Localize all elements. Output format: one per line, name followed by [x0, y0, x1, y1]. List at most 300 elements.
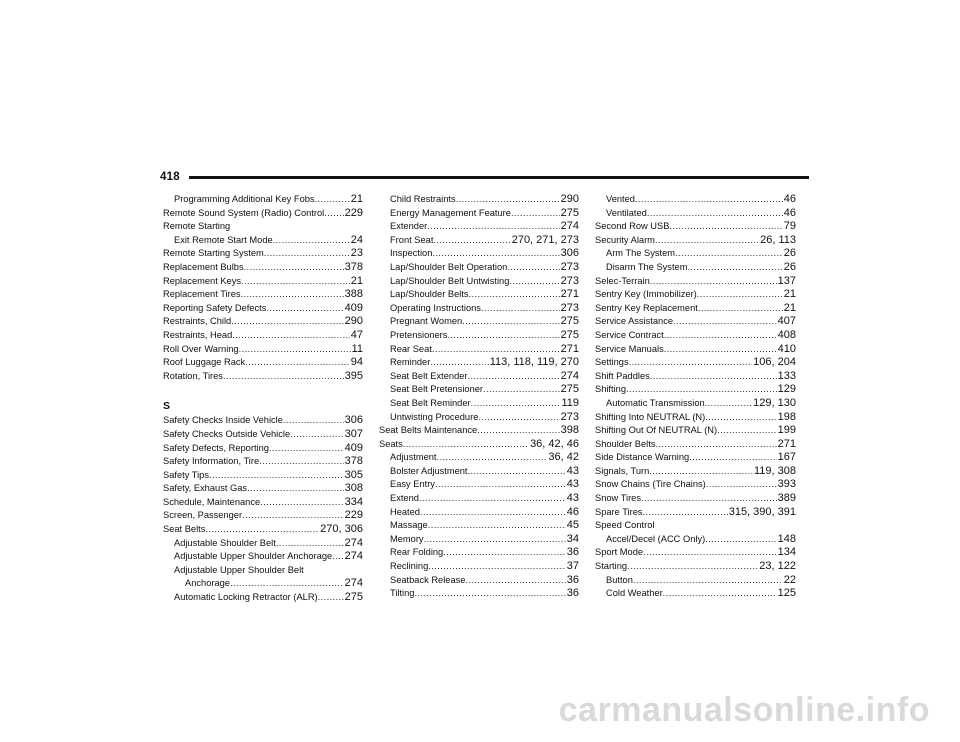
page-reference: 271 [560, 288, 579, 301]
index-entry [163, 414, 363, 428]
page-reference: 125 [777, 587, 796, 600]
index-entry [595, 207, 796, 221]
index-entry [595, 397, 796, 411]
index-heading: Adjustable Upper Shoulder Belt [174, 564, 304, 575]
index-entry [379, 574, 579, 588]
index-term: Lap/Shoulder Belt Operation [390, 261, 508, 272]
index-term: Programming Additional Key Fobs [174, 194, 315, 204]
dot-leader [239, 343, 351, 357]
dot-leader [437, 451, 548, 465]
page-reference: 275 [560, 383, 579, 396]
page-reference: 79 [783, 220, 796, 233]
index-term: Automatic Transmission [606, 397, 705, 408]
page-reference: 26 [783, 260, 796, 273]
index-term: Starting [595, 561, 628, 572]
index-entry [595, 275, 796, 289]
page-reference: 22 [783, 573, 796, 586]
page-reference: 36 [566, 587, 579, 600]
index-entry [595, 451, 796, 465]
index-term: Arm The System [606, 248, 676, 259]
page-reference: 36, 42, 46 [530, 437, 579, 450]
dot-leader [663, 587, 777, 601]
page-reference: 26, 113 [760, 233, 796, 246]
index-entry [163, 329, 363, 343]
index-entry [379, 234, 579, 248]
page-reference: 23, 122 [759, 560, 796, 573]
dot-leader [635, 193, 783, 207]
dot-leader [483, 383, 560, 397]
index-entry [379, 220, 579, 234]
page-reference: 106, 204 [753, 356, 796, 369]
index-entry [163, 591, 363, 605]
page-reference: 271 [560, 342, 579, 355]
page-reference: 388 [344, 288, 363, 301]
index-entry [379, 275, 579, 289]
index-entry [595, 220, 796, 234]
dot-leader [433, 234, 510, 248]
index-term: Sport Mode [595, 547, 644, 558]
index-entry [379, 533, 579, 547]
index-entry [379, 424, 579, 438]
dot-leader [705, 411, 776, 425]
dot-leader [643, 506, 728, 520]
page-reference: 308 [344, 482, 363, 495]
page-reference: 229 [344, 206, 363, 219]
page-reference: 275 [560, 206, 579, 219]
index-term: Service Assistance [595, 316, 674, 327]
index-entry [163, 455, 363, 469]
index-term: Seat Belts Maintenance [379, 425, 478, 436]
index-term: Safety, Exhaust Gas [163, 483, 248, 494]
dot-leader [647, 207, 783, 221]
page-reference: 273 [560, 260, 579, 273]
index-term: Second Row USB [595, 221, 670, 232]
index-entry [163, 302, 363, 316]
index-entry [163, 428, 363, 442]
index-entry [379, 247, 579, 261]
index-entry [595, 302, 796, 316]
dot-leader [687, 261, 782, 275]
dot-leader [403, 438, 529, 452]
page-reference: 46 [783, 206, 796, 219]
index-term: Shoulder Belts [595, 438, 656, 449]
page-reference: 378 [344, 455, 363, 468]
index-term: Settings [595, 357, 629, 368]
index-entry [595, 438, 796, 452]
index-entry [379, 261, 579, 275]
dot-leader [643, 546, 777, 560]
dot-leader [414, 587, 565, 601]
dot-leader [641, 492, 777, 506]
page-reference: 34 [566, 532, 579, 545]
dot-leader [481, 302, 560, 316]
index-entry [595, 478, 796, 492]
dot-leader [432, 247, 559, 261]
index-entry [379, 315, 579, 329]
index-entry [379, 451, 579, 465]
page-reference: 43 [566, 492, 579, 505]
index-term: Lap/Shoulder Belts [390, 289, 469, 300]
index-term: Reminder [390, 357, 431, 368]
dot-leader [435, 478, 566, 492]
dot-leader [673, 315, 777, 329]
index-entry [163, 442, 363, 456]
index-term: Inspection [390, 248, 433, 259]
page-reference: 21 [350, 193, 363, 205]
index-entry [379, 506, 579, 520]
index-term: Reclining [390, 561, 429, 572]
section-letter: S [163, 400, 171, 413]
index-entry [379, 383, 579, 397]
index-term: Signals, Turn [595, 465, 650, 476]
dot-leader [478, 411, 559, 425]
dot-leader [456, 193, 560, 207]
index-entry [163, 370, 363, 384]
index-entry [595, 506, 796, 520]
page-reference: 26 [783, 247, 796, 260]
index-entry [595, 261, 796, 275]
page-reference: 393 [777, 478, 796, 491]
index-entry [595, 370, 796, 384]
index-term: Roll Over Warning [163, 343, 239, 354]
dot-leader [705, 533, 776, 547]
index-term: Ventilated [606, 207, 647, 218]
dot-leader [260, 496, 343, 510]
page-number: 418 [160, 171, 180, 183]
page-reference: 46 [566, 505, 579, 518]
page-reference: 199 [777, 424, 796, 437]
index-term: Cold Weather [606, 588, 663, 599]
index-term: Screen, Passenger [163, 510, 243, 521]
dot-leader [245, 356, 350, 370]
dot-leader [465, 574, 565, 588]
index-entry [595, 424, 796, 438]
index-entry [595, 465, 796, 479]
index-entry [163, 288, 363, 302]
page-reference: 37 [566, 560, 579, 573]
page-reference: 270, 306 [320, 523, 363, 536]
index-term: Adjustment [390, 452, 437, 463]
dot-leader [244, 261, 344, 275]
index-entry [163, 261, 363, 275]
page-reference: 129, 130 [753, 396, 796, 409]
index-term: Accel/Decel (ACC Only) [606, 533, 706, 544]
index-term: Restraints, Child [163, 316, 232, 327]
index-term: Replacement Keys [163, 275, 242, 286]
index-term: Replacement Bulbs [163, 261, 244, 272]
index-term: Seats [379, 438, 403, 449]
index-term: Rear Folding [390, 547, 444, 558]
index-term: Child Restraints [390, 194, 456, 204]
index-entry [163, 577, 363, 591]
page-reference: 270, 271, 273 [511, 233, 579, 246]
dot-leader [468, 370, 560, 384]
index-term: Service Contract [595, 329, 664, 340]
dot-leader [675, 247, 783, 261]
dot-leader [315, 193, 350, 207]
page-reference: 389 [777, 492, 796, 505]
index-term: Lap/Shoulder Belt Untwisting [390, 275, 510, 286]
watermark-logo[interactable]: carmanualsonline.info [558, 691, 930, 729]
page-reference: 275 [560, 328, 579, 341]
dot-leader [462, 315, 559, 329]
index-entry [595, 356, 796, 370]
page-reference: 409 [344, 301, 363, 314]
index-entry [379, 519, 579, 533]
index-entry [379, 465, 579, 479]
index-term: Exit Remote Start Mode [174, 234, 273, 245]
index-term: Safety Defects, Reporting [163, 442, 269, 453]
index-entry [379, 370, 579, 384]
page-reference: 36 [566, 546, 579, 559]
dot-leader [427, 220, 559, 234]
dot-leader [629, 356, 753, 370]
dot-leader [705, 397, 752, 411]
page-reference: 119, 308 [753, 464, 796, 477]
page-reference: 21 [783, 288, 796, 301]
dot-leader [223, 370, 344, 384]
index-term: Replacement Tires [163, 289, 241, 300]
dot-leader [247, 482, 344, 496]
dot-leader [655, 234, 759, 248]
page-reference: 167 [777, 451, 796, 464]
index-term: Adjustable Shoulder Belt [174, 537, 276, 548]
page-reference: 274 [344, 577, 363, 590]
index-entry [379, 438, 579, 452]
page-reference: 274 [344, 550, 363, 563]
page-reference: 306 [344, 414, 363, 427]
index-heading: Speed Control [595, 520, 655, 531]
page-reference: 198 [777, 410, 796, 423]
index-entry [595, 587, 796, 601]
index-entry [595, 288, 796, 302]
index-entry [379, 478, 579, 492]
dot-leader [626, 383, 777, 397]
dot-leader [242, 509, 344, 523]
index-term: Remote Sound System (Radio) Control [163, 207, 325, 218]
page-reference: 94 [350, 356, 363, 369]
dot-leader [650, 370, 777, 384]
dot-leader [717, 424, 777, 438]
page-reference: 274 [560, 369, 579, 382]
page-reference: 315, 390, 391 [728, 505, 796, 518]
index-term: Schedule, Maintenance [163, 496, 261, 507]
dot-leader [633, 574, 783, 588]
index-entry [595, 343, 796, 357]
index-term: Easy Entry [390, 479, 435, 490]
page-reference: 137 [777, 274, 796, 287]
dot-leader [706, 478, 777, 492]
index-term: Heated [390, 506, 420, 517]
index-entry [163, 496, 363, 510]
page-reference: 274 [344, 536, 363, 549]
index-entry [379, 356, 579, 370]
index-entry [163, 247, 363, 261]
page-reference: 113, 118, 119, 270 [489, 356, 579, 369]
dot-leader [477, 424, 559, 438]
index-entry [595, 411, 796, 425]
page-reference: 275 [344, 591, 363, 604]
page-reference: 21 [350, 274, 363, 287]
dot-leader [205, 523, 319, 537]
index-entry [595, 247, 796, 261]
index-term: Tilting [390, 588, 415, 599]
page-reference: 47 [350, 328, 363, 341]
page-reference: 306 [560, 247, 579, 260]
dot-leader [230, 577, 344, 591]
dot-leader [649, 465, 753, 479]
index-term: Seat Belt Extender [390, 370, 468, 381]
page-reference: 148 [777, 532, 796, 545]
index-term: Security Alarm [595, 234, 655, 245]
index-term: Energy Management Feature [390, 207, 511, 218]
index-entry [163, 343, 363, 357]
index-term: Button [606, 574, 633, 585]
page-reference: 290 [344, 315, 363, 328]
dot-leader [428, 519, 566, 533]
dot-leader [650, 275, 777, 289]
page-reference: 334 [344, 495, 363, 508]
index-entry [595, 193, 796, 207]
index-entry [595, 234, 796, 248]
index-entry [163, 523, 363, 537]
index-term: Service Manuals [595, 343, 664, 354]
dot-leader [259, 455, 344, 469]
index-entry [379, 546, 579, 560]
index-term: Seat Belts [163, 524, 206, 535]
index-entry [595, 546, 796, 560]
index-term: Untwisting Procedure [390, 411, 479, 422]
dot-leader [276, 537, 344, 551]
page-reference: 305 [344, 468, 363, 481]
page-reference: 273 [560, 274, 579, 287]
index-entry [163, 234, 363, 248]
page-reference: 409 [344, 441, 363, 454]
page-reference: 273 [560, 410, 579, 423]
index-entry [163, 315, 363, 329]
index-entry [163, 509, 363, 523]
dot-leader [469, 288, 560, 302]
index-term: Shifting Out Of NEUTRAL (N) [595, 425, 718, 436]
index-term: Roof Luggage Rack [163, 357, 246, 368]
dot-leader [424, 533, 566, 547]
index-term: Snow Tires [595, 493, 641, 504]
index-entry [379, 193, 579, 207]
index-term: Sentry Key (Immobilizer) [595, 289, 697, 300]
index-term: Sentry Key Replacement [595, 302, 698, 313]
dot-leader [324, 207, 343, 221]
dot-leader [241, 288, 344, 302]
dot-leader [290, 428, 344, 442]
index-entry [163, 275, 363, 289]
dot-leader [627, 560, 758, 574]
dot-leader [232, 329, 350, 343]
index-term: Memory [390, 533, 424, 544]
index-term: Shift Paddles [595, 370, 650, 381]
page-reference: 46 [783, 193, 796, 205]
index-term: Reporting Safety Defects [163, 302, 267, 313]
index-entry [379, 492, 579, 506]
index-entry [595, 383, 796, 397]
index-term: Anchorage [185, 578, 230, 589]
index-term: Seatback Release [390, 574, 466, 585]
dot-leader [428, 560, 566, 574]
index-term: Restraints, Head [163, 329, 233, 340]
index-entry [595, 560, 796, 574]
index-term: Bolster Adjustment [390, 465, 468, 476]
index-entry [379, 329, 579, 343]
page-reference: 21 [783, 301, 796, 314]
dot-leader [419, 492, 566, 506]
index-term: Seat Belt Pretensioner [390, 384, 484, 395]
page-reference: 36 [566, 573, 579, 586]
dot-leader [689, 451, 776, 465]
index-entry [379, 560, 579, 574]
page-reference: 43 [566, 464, 579, 477]
index-term: Safety Tips [163, 469, 209, 480]
dot-leader [318, 591, 344, 605]
dot-leader [420, 506, 566, 520]
dot-leader [511, 207, 560, 221]
index-term: Selec-Terrain [595, 275, 650, 286]
index-entry [163, 537, 363, 551]
dot-leader [468, 465, 566, 479]
dot-leader [443, 546, 566, 560]
index-term: Seat Belt Reminder [390, 397, 471, 408]
dot-leader [283, 414, 344, 428]
index-entry [595, 574, 796, 588]
index-term: Vented [606, 194, 635, 204]
dot-leader [231, 315, 343, 329]
page-reference: 271 [777, 437, 796, 450]
page-reference: 129 [777, 383, 796, 396]
index-entry [379, 411, 579, 425]
index-term: Extend [390, 493, 419, 504]
dot-leader [432, 343, 560, 357]
dot-leader [447, 329, 559, 343]
index-entry [379, 587, 579, 601]
page-reference: 45 [566, 519, 579, 532]
index-entry [379, 397, 579, 411]
page-reference: 36, 42 [548, 451, 579, 464]
dot-leader [697, 288, 783, 302]
index-entry [379, 288, 579, 302]
index-term: Shifting [595, 384, 627, 395]
index-term: Rear Seat [390, 343, 432, 354]
dot-leader [471, 397, 561, 411]
page-reference: 398 [560, 424, 579, 437]
page-reference: 23 [350, 247, 363, 260]
index-entry [595, 533, 796, 547]
header-rule [189, 176, 809, 179]
index-entry [163, 356, 363, 370]
page-reference: 133 [777, 369, 796, 382]
dot-leader [266, 302, 343, 316]
index-entry [163, 469, 363, 483]
index-term: Side Distance Warning [595, 452, 690, 463]
dot-leader [664, 343, 777, 357]
page-reference: 11 [351, 342, 363, 355]
index-term: Extender [390, 221, 428, 232]
dot-leader [273, 234, 350, 248]
dot-leader [507, 261, 559, 275]
index-term: Safety Information, Tire [163, 456, 260, 467]
page-reference: 273 [560, 301, 579, 314]
index-column-1 [163, 193, 363, 605]
index-entry [163, 207, 363, 221]
index-term: Snow Chains (Tire Chains) [595, 479, 706, 490]
page-reference: 290 [560, 193, 579, 205]
